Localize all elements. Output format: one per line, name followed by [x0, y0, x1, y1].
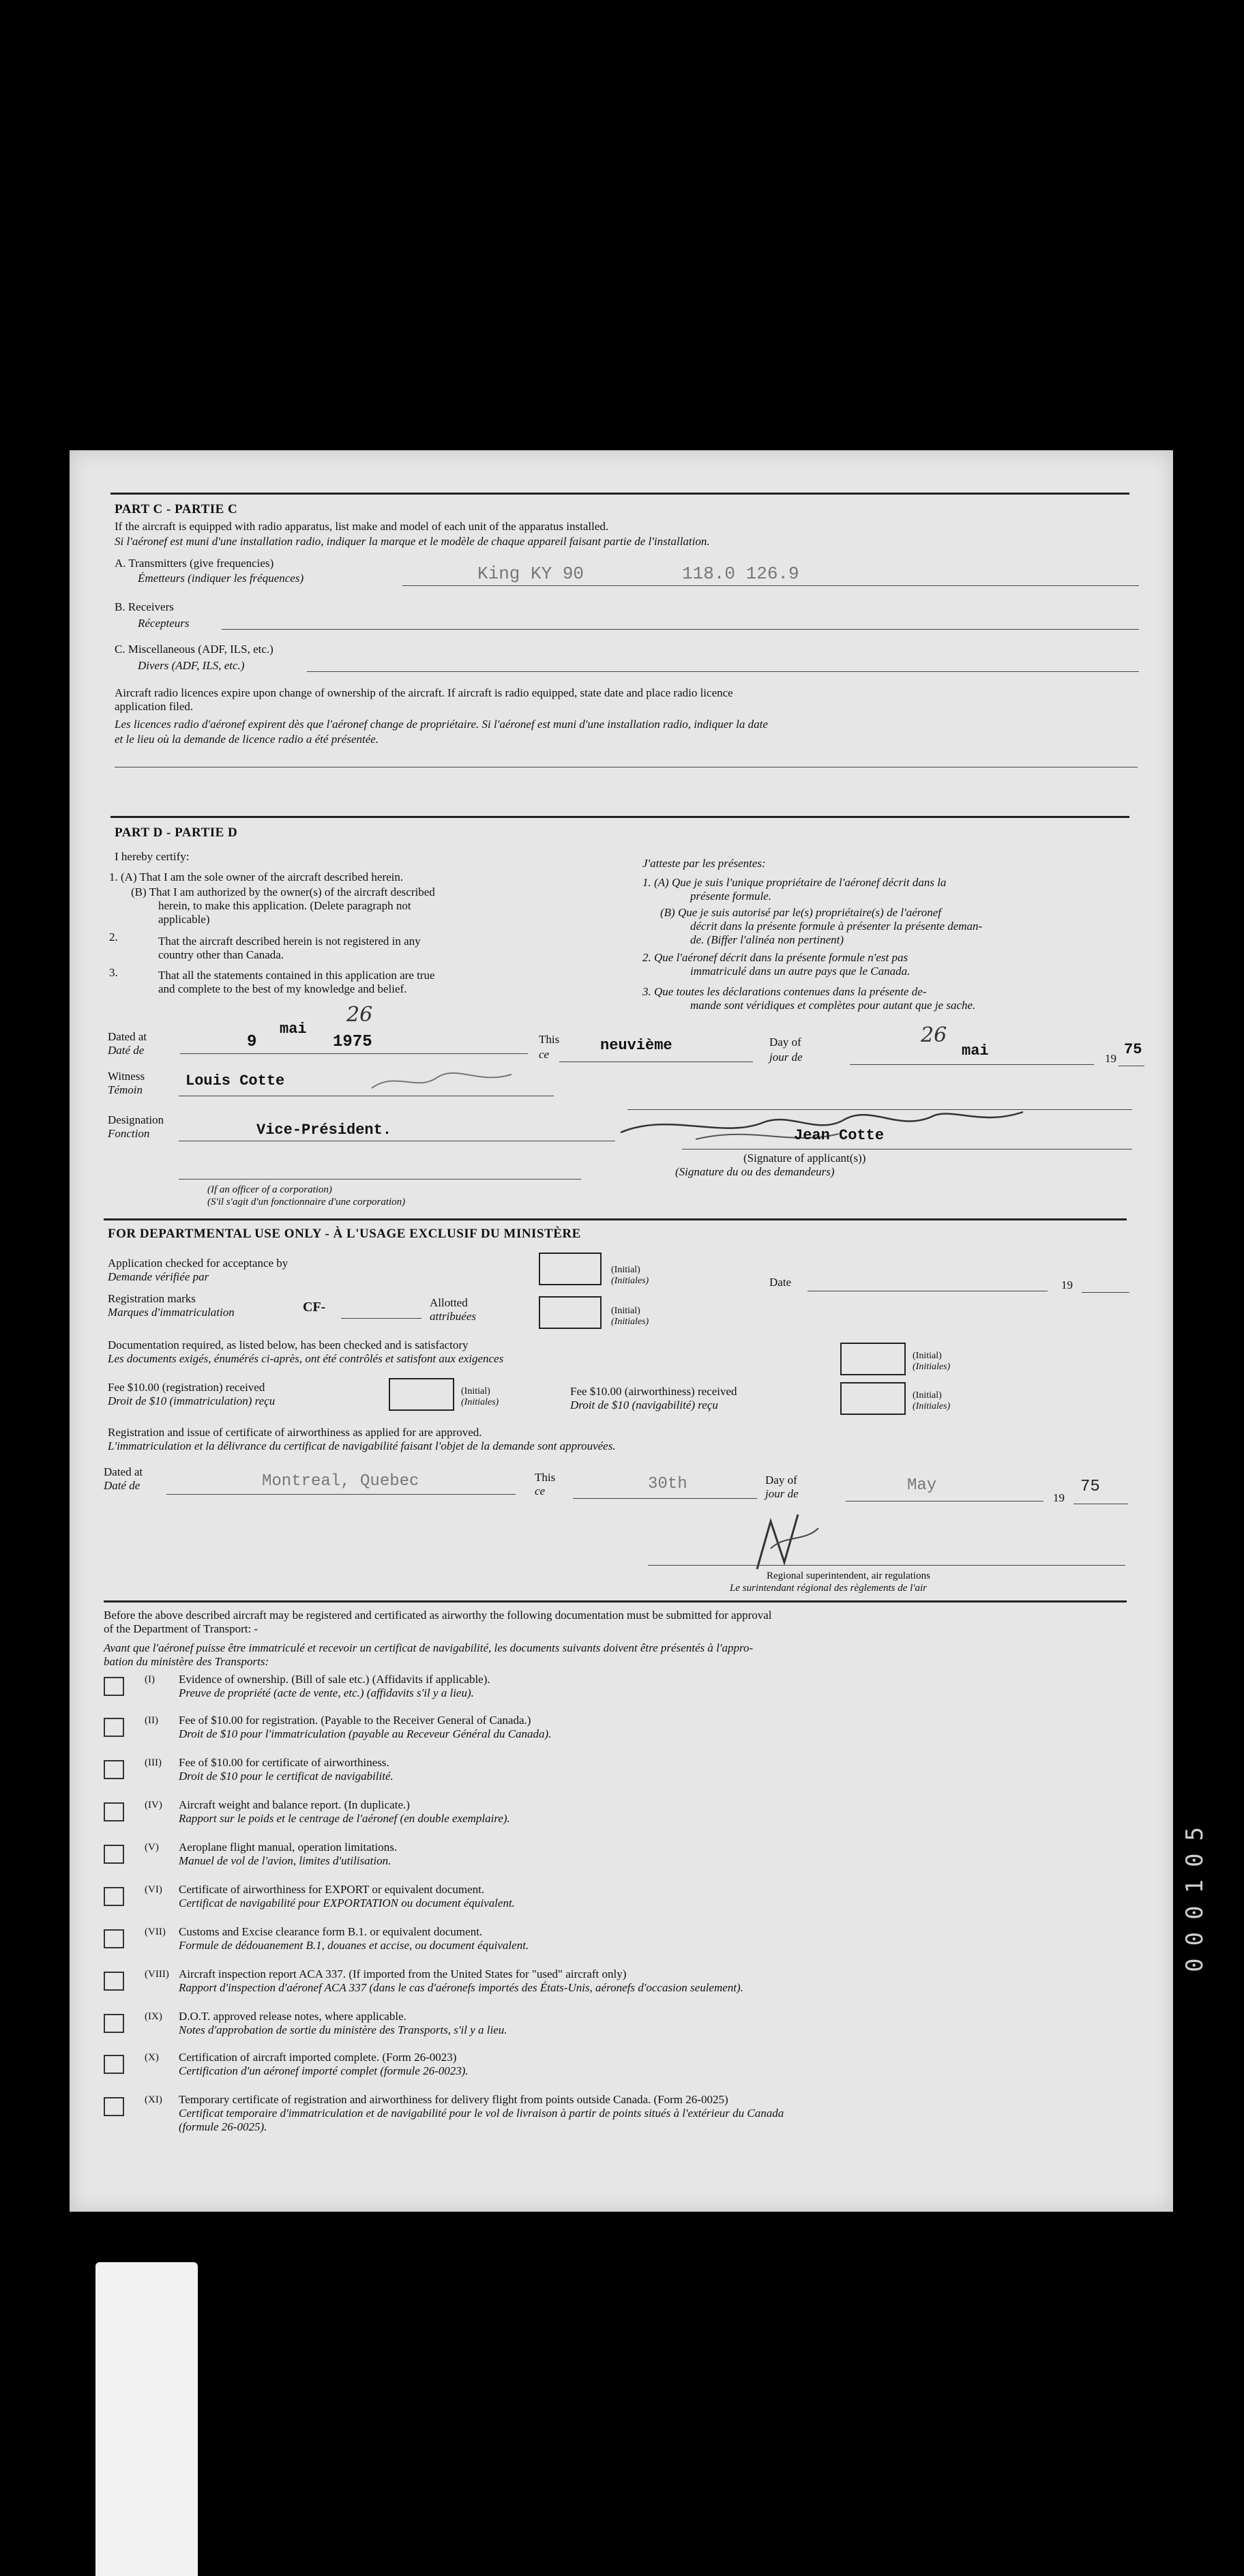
dated-at-fr: Daté de: [108, 1044, 145, 1057]
approve-en: Registration and issue of certificate of airworthiness as applied for are approved.: [108, 1426, 482, 1439]
dept-dated-line: [166, 1494, 516, 1495]
requirement-text-fr: Manuel de vol de l'avion, limites d'utilisation.: [179, 1854, 391, 1867]
designation-fr: Fonction: [108, 1127, 150, 1140]
dated-line: [180, 1053, 528, 1054]
checked-initial-fr: (Initiales): [611, 1276, 649, 1286]
dept-this-value: 30th: [648, 1475, 687, 1493]
dept-day-of-fr: jour de: [765, 1487, 799, 1500]
requirement-text-en: Fee of $10.00 for certificate of airworthiness.: [179, 1756, 389, 1769]
req-intro-fr-1: Avant que l'aéronef puisse être immatriculé et recevoir un certificat de navigabilité, les documents suivants doivent être présentés à l'appro-: [104, 1641, 754, 1654]
designation-en: Designation: [108, 1113, 164, 1126]
docs-initial-en: (Initial): [913, 1351, 942, 1361]
day-of-value: mai: [962, 1042, 989, 1059]
fee-reg-fr: Droit de $10 (immatriculation) reçu: [108, 1394, 276, 1407]
item1a-fr-1: 1. (A) Que je suis l'unique propriétaire de l'aéronef décrit dans la: [642, 876, 947, 889]
requirement-text-fr: Formule de dédouanement B.1, douanes et accise, ou document équivalent.: [179, 1939, 529, 1952]
transmitters-frequency-value: 118.0 126.9: [682, 564, 799, 584]
docs-initial-fr: (Initiales): [913, 1362, 951, 1372]
top-rule: [110, 493, 1129, 495]
superintendent-fr: Le surintendant régional des règlements de l'air: [730, 1583, 928, 1594]
receivers-label-en: B. Receivers: [115, 600, 174, 613]
item2-fr-2: immatriculé dans un autre pays que le Canada.: [690, 965, 910, 978]
requirement-checkbox[interactable]: [104, 1802, 124, 1821]
requirement-text-fr: Rapport sur le poids et le centrage de l'aéronef (en double exemplaire).: [179, 1812, 510, 1825]
superintendent-initials: [743, 1508, 839, 1576]
item2-en-num: 2.: [109, 931, 118, 943]
requirement-number: (VIII): [145, 1969, 169, 1980]
dated-year-value: 1975: [333, 1033, 372, 1051]
requirement-number: (VII): [145, 1927, 166, 1937]
req-intro-fr-2: bation du ministère des Transports:: [104, 1655, 269, 1668]
fee-reg-en: Fee $10.00 (registration) received: [108, 1381, 265, 1394]
requirement-checkbox[interactable]: [104, 2055, 124, 2074]
requirement-checkbox[interactable]: [104, 2014, 124, 2033]
part-d-rule: [110, 816, 1129, 818]
fee-air-initial-en: (Initial): [913, 1390, 942, 1401]
requirements-rule: [104, 1600, 1127, 1602]
checked-initial-en: (Initial): [611, 1265, 640, 1275]
requirement-checkbox[interactable]: [104, 1887, 124, 1906]
certify-fr: J'atteste par les présentes:: [642, 857, 766, 870]
year-value: 75: [1124, 1041, 1142, 1058]
requirement-text-en: Evidence of ownership. (Bill of sale etc.) (Affidavits if applicable).: [179, 1673, 490, 1686]
misc-label-fr: Divers (ADF, ILS, etc.): [138, 659, 245, 672]
dept-year-prefix: 19: [1053, 1491, 1065, 1504]
transmitters-label-fr: Émetteurs (indiquer les fréquences): [138, 572, 304, 585]
requirement-checkbox[interactable]: [104, 1972, 124, 1991]
allotted-fr: attribuées: [430, 1310, 476, 1323]
year-prefix: 19: [1105, 1052, 1116, 1065]
item1b-en-2: herein, to make this application. (Delete paragraph not: [158, 899, 411, 912]
superintendent-en: Regional superintendent, air regulations: [767, 1570, 930, 1581]
date-label: Date: [769, 1276, 792, 1289]
requirement-checkbox[interactable]: [104, 1677, 124, 1696]
dept-dated-at-en: Dated at: [104, 1465, 143, 1478]
dated-day-value: 9: [247, 1033, 257, 1051]
receivers-line: [222, 629, 1139, 630]
signature-caption-fr: (Signature du ou des demandeurs): [675, 1165, 835, 1178]
dept-this-en: This: [535, 1471, 556, 1484]
item1b-en-1: (B) That I am authorized by the owner(s) of the aircraft described: [131, 886, 435, 898]
superintendent-line: [648, 1565, 1125, 1566]
white-card: [95, 2262, 198, 2576]
this-value: neuvième: [600, 1037, 672, 1054]
checked-initial-box[interactable]: [539, 1253, 602, 1285]
requirement-number: (IV): [145, 1800, 162, 1811]
this-fr: ce: [539, 1048, 550, 1061]
part-c-heading: PART C - PARTIE C: [115, 502, 238, 516]
requirement-text-en: Aeroplane flight manual, operation limitations.: [179, 1841, 398, 1854]
item3-fr-2: mande sont véridiques et complètes pour autant que je sache.: [690, 999, 976, 1012]
requirement-number: (X): [145, 2052, 159, 2063]
day-of-fr: jour de: [769, 1051, 803, 1064]
reg-prefix: CF-: [303, 1300, 326, 1315]
item3-fr-1: 3. Que toutes les déclarations contenues dans la présente de-: [642, 985, 927, 998]
licence-note-fr-1: Les licences radio d'aéronef expirent dès que l'aéronef change de propriétaire. Si l'aéronef est muni d'une installation radio, indiquer la date: [115, 718, 768, 731]
item3-en-2: That all the statements contained in this application are true: [158, 969, 435, 982]
requirement-number: (I): [145, 1674, 155, 1685]
receivers-label-fr: Récepteurs: [138, 617, 190, 630]
day-of-en: Day of: [769, 1036, 801, 1049]
requirement-number: (XI): [145, 2094, 162, 2105]
witness-value: Louis Cotte: [186, 1072, 285, 1089]
fee-reg-initial-box[interactable]: [389, 1378, 454, 1411]
docs-en: Documentation required, as listed below, has been checked and is satisfactory: [108, 1338, 469, 1351]
requirement-text-en: Temporary certificate of registration and airworthiness for delivery flight from points outside Canada. (Form 26-0025): [179, 2093, 728, 2106]
requirement-number: (II): [145, 1715, 158, 1726]
allotted-initial-box[interactable]: [539, 1296, 602, 1329]
misc-line: [307, 671, 1139, 672]
dept-this-fr: ce: [535, 1484, 546, 1497]
requirement-text-fr: Notes d'approbation de sortie du ministère des Transports, s'il y a lieu.: [179, 2023, 507, 2036]
fee-reg-initial-fr: (Initiales): [461, 1397, 499, 1407]
dept-rule: [104, 1218, 1127, 1220]
transmitters-model-value: King KY 90: [477, 564, 584, 584]
requirement-number: (VI): [145, 1884, 162, 1895]
requirement-text-en: Aircraft inspection report ACA 337. (If imported from the United States for "used" aircraft only): [179, 1967, 627, 1980]
req-intro-en-2: of the Department of Transport: -: [104, 1622, 258, 1635]
part-d-heading: PART D - PARTIE D: [115, 825, 238, 840]
requirement-text-fr: Droit de $10 pour le certificat de navigabilité.: [179, 1770, 394, 1783]
requirement-text-en: D.O.T. approved release notes, where applicable.: [179, 2010, 406, 2023]
allotted-initial-fr: (Initiales): [611, 1317, 649, 1327]
item3-en-num: 3.: [109, 966, 118, 979]
requirement-checkbox[interactable]: [104, 1845, 124, 1864]
fee-air-fr: Droit de $10 (navigabilité) reçu: [570, 1399, 718, 1411]
applicant-signature: [614, 1098, 1037, 1153]
dept-heading: FOR DEPARTMENTAL USE ONLY - À L'USAGE EXCLUSIF DU MINISTÈRE: [108, 1227, 581, 1241]
fee-air-en: Fee $10.00 (airworthiness) received: [570, 1385, 737, 1398]
this-en: This: [539, 1033, 560, 1046]
officer-caption-en: (If an officer of a corporation): [207, 1184, 332, 1195]
day-of-line: [850, 1064, 1094, 1065]
docs-initial-box[interactable]: [840, 1343, 906, 1375]
requirement-text-fr: Rapport d'inspection d'aéronef ACA 337 (dans le cas d'aéronefs importés des États-Unis, aéronefs d'occasion seulement).: [179, 1981, 743, 1994]
requirement-checkbox[interactable]: [104, 2097, 124, 2116]
misc-label-en: C. Miscellaneous (ADF, ILS, etc.): [115, 643, 273, 656]
transmitters-line: [402, 585, 1139, 586]
item1b-en-3: applicable): [158, 913, 210, 926]
item2-en-2: That the aircraft described herein is not registered in any: [158, 935, 421, 948]
witness-fr: Témoin: [108, 1083, 143, 1096]
requirement-number: (III): [145, 1757, 162, 1768]
licence-note-en-1: Aircraft radio licences expire upon change of ownership of the aircraft. If aircraft is radio equipped, state date and place radio licence: [115, 686, 733, 699]
dated-month-value: mai: [280, 1021, 307, 1038]
dept-day-of-value: May: [907, 1476, 937, 1495]
requirement-checkbox[interactable]: [104, 1760, 124, 1779]
fee-reg-initial-en: (Initial): [461, 1386, 490, 1396]
requirement-number: (V): [145, 1842, 159, 1853]
witness-signature-scribble: [368, 1064, 518, 1098]
req-intro-en-1: Before the above described aircraft may be registered and certificated as airworthy the following documentation must be submitted for approval: [104, 1609, 772, 1622]
requirement-text-en: Fee of $10.00 for registration. (Payable to the Receiver General of Canada.): [179, 1714, 531, 1727]
dept-day-of-en: Day of: [765, 1474, 797, 1487]
witness-en: Witness: [108, 1070, 145, 1083]
licence-note-fr-2: et le lieu où la demande de licence radio a été présentée.: [115, 733, 379, 746]
licence-note-en-2: application filed.: [115, 700, 194, 713]
certify-en: I hereby certify:: [115, 850, 190, 863]
checked-en: Application checked for acceptance by: [108, 1257, 288, 1270]
reg-marks-fr: Marques d'immatriculation: [108, 1306, 235, 1319]
dept-day-of-line: [846, 1501, 1043, 1502]
dept-dated-at-fr: Daté de: [104, 1479, 140, 1492]
requirement-checkbox[interactable]: [104, 1718, 124, 1737]
item1b-fr-2: décrit dans la présente formule à présenter la présente deman-: [690, 920, 983, 933]
transmitters-label-en: A. Transmitters (give frequencies): [115, 557, 274, 570]
item1a-en: 1. (A) That I am the sole owner of the aircraft described herein.: [109, 870, 404, 883]
docs-fr: Les documents exigés, énumérés ci-après, ont été contrôlés et satisfont aux exigences: [108, 1352, 504, 1365]
requirement-number: (IX): [145, 2011, 162, 2022]
item2-en-3: country other than Canada.: [158, 948, 284, 961]
margin-number: 000105: [1181, 1815, 1209, 1972]
item1a-fr-2: présente formule.: [690, 890, 771, 903]
reg-marks-line[interactable]: [341, 1318, 421, 1319]
requirement-text-fr: Droit de $10 pour l'immatriculation (payable au Receveur Général du Canada).: [179, 1727, 552, 1740]
requirement-text-fr: Certification d'un aéronef importé complet (formule 26-0023).: [179, 2064, 469, 2077]
dept-year-value: 75: [1080, 1478, 1100, 1496]
date-year-prefix: 19: [1061, 1278, 1073, 1291]
requirement-text-en: Certification of aircraft imported complete. (Form 26-0023): [179, 2051, 457, 2064]
dated-handwritten: 26: [346, 1003, 373, 1027]
officer-caption-fr: (S'il s'agit d'un fonctionnaire d'une corporation): [207, 1197, 406, 1208]
fee-air-initial-box[interactable]: [840, 1382, 906, 1415]
allotted-initial-en: (Initial): [611, 1306, 640, 1316]
item3-en-3: and complete to the best of my knowledge and belief.: [158, 982, 407, 995]
reg-marks-en: Registration marks: [108, 1292, 196, 1305]
dept-this-line: [573, 1498, 757, 1499]
designation-value: Vice-Président.: [256, 1122, 392, 1139]
signature-line: [682, 1149, 1132, 1150]
item2-fr-1: 2. Que l'aéronef décrit dans la présente formule n'est pas: [642, 951, 908, 964]
officer-line: [179, 1179, 581, 1180]
fee-air-initial-fr: (Initiales): [913, 1401, 951, 1411]
requirement-text-en: Certificate of airworthiness for EXPORT or equivalent document.: [179, 1883, 485, 1896]
applicant-name: Jean Cotte: [794, 1127, 885, 1144]
requirement-text-fr: Preuve de propriété (acte de vente, etc.) (affidavits s'il y a lieu).: [179, 1686, 474, 1699]
part-c-intro-en: If the aircraft is equipped with radio apparatus, list make and model of each unit of the apparatus installed.: [115, 520, 609, 533]
approve-fr: L'immatriculation et la délivrance du certificat de navigabilité faisant l'objet de la demande sont approuvées.: [108, 1439, 616, 1452]
allotted-en: Allotted: [430, 1296, 468, 1309]
requirement-text-fr: Certificat de navigabilité pour EXPORTATION ou document équivalent.: [179, 1897, 515, 1909]
requirement-checkbox[interactable]: [104, 1929, 124, 1948]
dated-at-en: Dated at: [108, 1030, 147, 1043]
dept-dated-value: Montreal, Quebec: [262, 1472, 419, 1491]
item1b-fr-1: (B) Que je suis autorisé par le(s) propriétaire(s) de l'aéronef: [660, 906, 942, 919]
item1b-fr-3: de. (Biffer l'alinéa non pertinent): [690, 933, 844, 946]
date-year-line: [1082, 1292, 1129, 1293]
checked-fr: Demande vérifiée par: [108, 1270, 209, 1283]
day-of-handwritten: 26: [921, 1023, 947, 1047]
part-c-intro-fr: Si l'aéronef est muni d'une installation radio, indiquer la marque et le modèle de chaque appareil faisant partie de l'installation.: [115, 535, 710, 548]
requirement-text-fr-continued: (formule 26-0025).: [179, 2120, 267, 2133]
requirement-text-en: Aircraft weight and balance report. (In duplicate.): [179, 1798, 410, 1811]
signature-caption-en: (Signature of applicant(s)): [743, 1152, 866, 1165]
requirement-text-en: Customs and Excise clearance form B.1. or equivalent document.: [179, 1925, 483, 1938]
requirement-text-fr: Certificat temporaire d'immatriculation et de navigabilité pour le vol de livraison à partir de points situés à l'extérieur du Canada: [179, 2107, 784, 2120]
